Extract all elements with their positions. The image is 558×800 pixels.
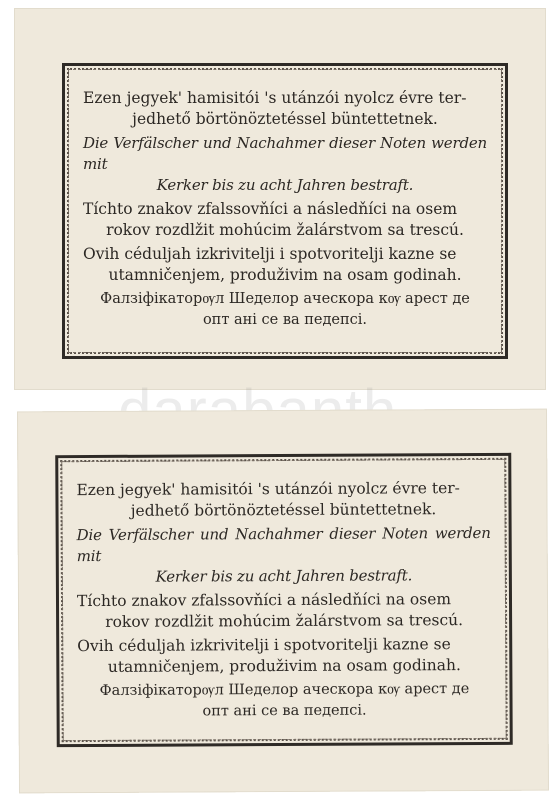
hungarian-warning: Ezen jegyek' hamisitói 's utánzói nyolcz évre ter- jedhető börtönöztetéssel büntettetnek. — [83, 89, 467, 128]
croatian-warning: Ovih céduljah izkrivitelji i spotvoritelji kazne se utamničenjem, produživim na osam godinah. — [77, 635, 461, 676]
banknote-back-top — [14, 8, 546, 390]
german-warning: Die Verfälscher und Nachahmer dieser Noten werden mit Kerker bis zu acht Jahren bestraft. — [76, 523, 491, 586]
slovak-warning: Tíchto znakov zfalssovňíci a následňíci na osem rokov rozdlžit mohúcim žalárstvom sa trescú. — [76, 590, 464, 631]
hungarian-warning: Ezen jegyek' hamisitói 's utánzói nyolcz évre ter- jedhető börtönöztetéssel büntettetnek. — [76, 479, 460, 520]
croatian-warning: Ovih céduljah izkrivitelji i spotvoritelji kazne se utamničenjem, produživim na osam godinah. — [83, 245, 462, 284]
german-warning: Die Verfälscher und Nachahmer dieser Noten werden mit Kerker bis zu acht Jahren bestraft. — [83, 134, 487, 194]
warning-text-block — [76, 478, 491, 726]
romanian-cyrillic-warning: Фалзіфікаторѹл Шеделор аческора кѹ арест де опт ані се ва педепсі. — [99, 681, 470, 720]
slovak-warning: Tíchto znakov zfalssovňíci a následňíci na osem rokov rozdlžit mohúcim žalárstvom sa trescú. — [83, 200, 464, 239]
ornamental-border — [55, 453, 513, 747]
romanian-cyrillic-warning: Фалзіфікаторѹл Шеделор аческора кѹ арест де опт ані се ва педепсі. — [100, 291, 470, 328]
banknote-back-bottom — [17, 409, 549, 794]
warning-text-block — [83, 88, 487, 334]
ornamental-border — [62, 63, 508, 359]
